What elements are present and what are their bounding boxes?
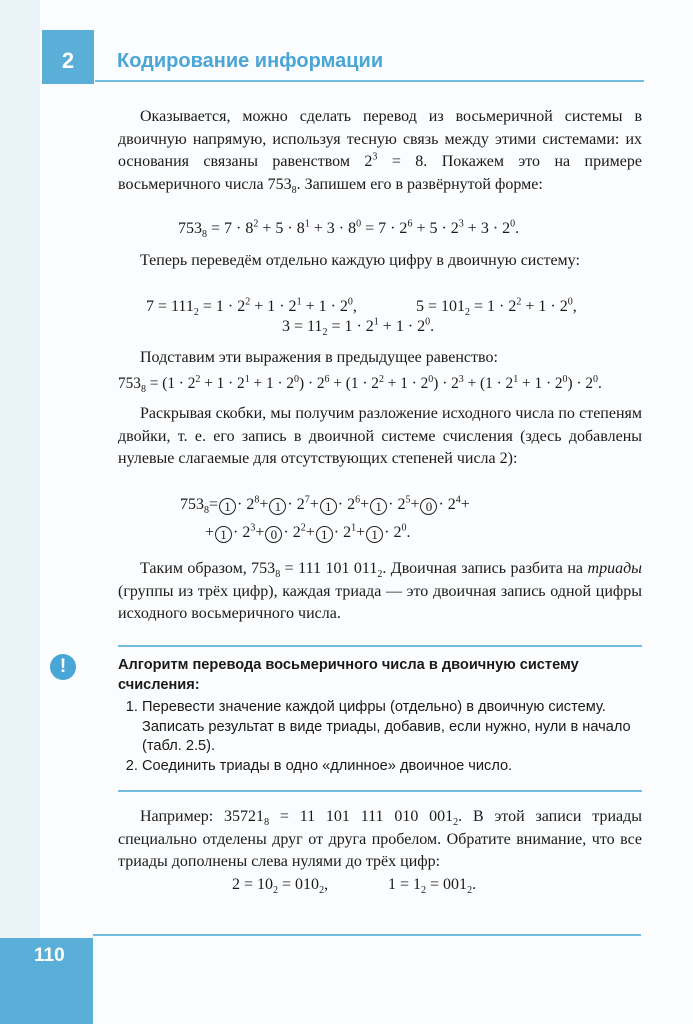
bit-circle: 1 — [320, 498, 337, 515]
chapter-number: 2 — [42, 30, 94, 84]
formula-two: $2 = 10_2 = 010_2$, — [232, 876, 329, 897]
algorithm-step: 1. Перевести значение каждой цифры (отдельно) в двоичную систему. Записать результат в виде триады, добавив, если нужно, нули в начало (табл. 2.5). — [142, 698, 642, 757]
algorithm-title: Алгоритм перевода восьмеричного числа в двоичную систему счисления: — [118, 657, 579, 693]
bit-circle: 0 — [265, 526, 282, 543]
formula-binary-line2: + $1 \cdot 2^3+ 0 \cdot 2^2+ 1 \cdot 2^1+ 1 \cdot 2^0$. — [205, 522, 411, 542]
algorithm-bottom-rule — [118, 790, 642, 792]
paragraph-example: Например: $35721_8 = 11$ 101 111 010 $001_2$. В этой записи триады специально отделены друг от друга пробелом. Обратите внимание, что все триады дополнены слева нулями до трёх цифр: — [118, 808, 643, 870]
paragraph-translate: Теперь переведём отдельно каждую цифру в двоичную систему: — [140, 252, 580, 269]
formula-digit5: $5 = 101_2 = 1 \cdot 2^2 + 1 \cdot 2^0$, — [416, 296, 577, 319]
algorithm-steps — [118, 698, 642, 776]
paragraph-intro: Оказывается, можно сделать перевод из восьмеричной системы в двоичную напрямую, используя тесную связь между этими системами: их основания связаны равенством $2^3 = 8$. Покажем это на примере восьмеричного числа $753_8$. Запишем его в развёрнутой форме: — [118, 108, 643, 196]
formula-digit7: $7 = 111_2 = 1 \cdot 2^2 + 1 \cdot 2^1 + 1 \cdot 2^0$, — [146, 296, 357, 319]
exclamation-icon: ! — [50, 654, 76, 680]
bit-circle: 1 — [370, 498, 387, 515]
formula-substituted: $753_8 = (1 \cdot 2^2 + 1 \cdot 2^1 + 1 \cdot 2^0) \cdot 2^6 + (1 \cdot 2^2 + 1 \cdot 2^0) \cdot 2^3 + (1 \cdot 2^1 + 1 \cdot 2^0) \cdot 2^0$. — [118, 373, 602, 396]
formula-binary-line1: $753_8= 1 \cdot 2^8+ 1 \cdot 2^7+ 1 \cdot 2^6+ 1 \cdot 2^5+ 0 \cdot 2^4+$ — [180, 494, 470, 517]
chapter-title: Кодирование информации — [117, 50, 384, 72]
bit-circle: 1 — [219, 498, 236, 515]
paragraph-expand: Раскрывая скобки, мы получим разложение исходного числа по степеням двойки, т. е. его запись в двоичной системе счисления (здесь добавлены нулевые слагаемые для отсутствующих степеней числа 2): — [118, 405, 642, 467]
bit-circle: 0 — [420, 498, 437, 515]
bit-circle: 1 — [269, 498, 286, 515]
bit-circle: 1 — [316, 526, 333, 543]
page-number: 110 — [34, 945, 65, 966]
formula-digit3: $3 = 11_2 = 1 \cdot 2^1 + 1 \cdot 2^0$. — [282, 316, 435, 339]
header-rule — [95, 80, 644, 82]
summary-tail: (группы из трёх цифр), каждая триада — это двоичная запись одной цифры исходного восьмеричного числа. — [118, 582, 642, 622]
algorithm-box — [118, 656, 642, 776]
paragraph-summary: Таким образом, $753_8 = 111$ 101 $011_2$. Двоичная запись разбита на триады (группы из трёх цифр), каждая триада — это двоичная запись одной цифры исходного восьмеричного числа. — [118, 560, 642, 622]
algorithm-step: 2. Соединить триады в одно «длинное» двоичное число. — [142, 757, 642, 777]
footer-rule — [93, 934, 641, 936]
paragraph-substitute: Подставим эти выражения в предыдущее равенство: — [140, 349, 498, 366]
formula-one: $1 = 1_2 = 001_2$. — [388, 876, 477, 897]
term-triads: триады — [587, 560, 642, 577]
algorithm-top-rule — [118, 645, 642, 647]
intro-text: Оказывается, можно сделать перевод из восьмеричной системы в двоичную напрямую, используя тесную связь между этими системами: их основания связаны равенством — [118, 108, 642, 170]
left-margin-band — [0, 0, 40, 1024]
bit-circle: 1 — [366, 526, 383, 543]
bit-circle: 1 — [215, 526, 232, 543]
formula-expanded: $753_8 = 7 \cdot 8^2 + 5 \cdot 8^1 + 3 \cdot 8^0 = 7 \cdot 2^6 + 5 \cdot 2^3 + 3 \cdot 2^0$. — [178, 218, 520, 241]
